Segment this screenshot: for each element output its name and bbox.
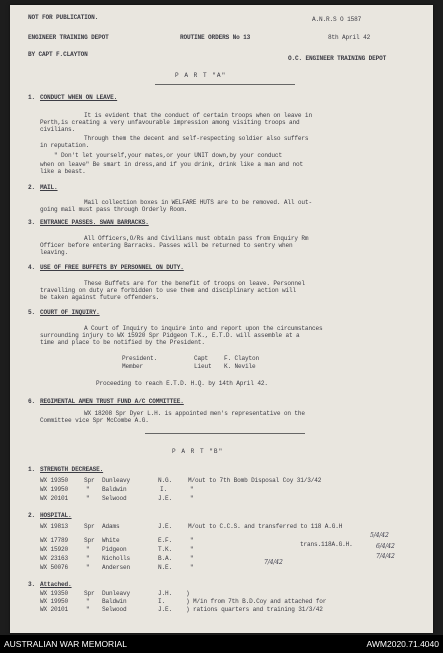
court-member-name: K. Nevile — [224, 363, 256, 370]
item-6-line: WX 18208 Spr Dyer L.H. is appointed men's representative on the — [84, 410, 305, 417]
item-2-heading: MAIL. — [40, 184, 58, 191]
entry-text: M/out to 7th Bomb Disposal Coy 31/3/42 — [188, 477, 322, 484]
item-3-number: 3. — [28, 219, 36, 226]
service-number: WX 17789 — [40, 537, 69, 544]
part-b-rule — [145, 433, 305, 434]
rank: Spr — [84, 537, 95, 544]
header-oc: O.C. ENGINEER TRAINING DEPOT — [288, 55, 387, 62]
item-5-number: 5. — [28, 309, 36, 316]
rank: " — [86, 546, 90, 553]
item-3-heading: ENTRANCE PASSES. SWAN BARRACKS. — [40, 219, 149, 226]
surname: Baldwin — [102, 598, 127, 605]
part-a-title: P A R T "A" — [175, 72, 227, 79]
service-number: WX 19813 — [40, 523, 69, 530]
item-4-number: 4. — [28, 264, 36, 271]
item-6-heading: REGIMENTAL AMEN TRUST FUND A/C COMMITTEE. — [40, 398, 184, 405]
header-routine-orders: ROUTINE ORDERS No 13 — [180, 34, 251, 41]
item-4-line: travelling on duty are forbidden to use them and disciplinary action will — [40, 287, 297, 294]
item-1-line: It is evident that the conduct of certain troops when on leave in — [84, 112, 312, 119]
rank: " — [86, 564, 90, 571]
rank: Spr — [84, 523, 95, 530]
service-number: WX 15920 — [40, 546, 69, 553]
header-depot: ENGINEER TRAINING DEPOT — [28, 34, 109, 41]
surname: Dunleavy — [102, 477, 131, 484]
b2-heading: HOSPITAL. — [40, 512, 72, 519]
initials: N.E. — [158, 564, 173, 571]
item-4-line: These Buffets are for the benefit of troops on leave. Personnel — [84, 280, 305, 287]
handwritten-date: 6/4/42 — [376, 543, 395, 550]
entry-text: M/out to C.C.S. and transferred to 118 A.G.H — [188, 523, 343, 530]
initials: J.E. — [158, 495, 173, 502]
rank: " — [86, 555, 90, 562]
item-3-line: Officer before entering Barracks. Passes will be returned to sentry when — [40, 242, 293, 249]
footer-institution: AUSTRALIAN WAR MEMORIAL — [4, 639, 127, 649]
item-6-number: 6. — [28, 398, 36, 405]
initials: J.E. — [158, 523, 173, 530]
service-number: WX 19350 — [40, 477, 69, 484]
item-1-line: " Don't let yourself,your mates,or your UNIT down,by your conduct — [54, 152, 282, 159]
court-president-role: President. — [122, 355, 158, 362]
item-1-heading: CONDUCT WHEN ON LEAVE. — [40, 94, 118, 101]
item-6-line: Committee vice Spr McCombe A.G. — [40, 417, 149, 424]
item-3-line: leaving. — [40, 249, 69, 256]
item-1-number: 1. — [28, 94, 36, 101]
initials: T.K. — [158, 546, 173, 553]
item-1-line: when on leave" Be smart in dress,and if you drink, drink like a man and not — [40, 161, 304, 168]
rank: " — [86, 495, 90, 502]
b2-number: 2. — [28, 512, 36, 519]
surname: Baldwin — [102, 486, 127, 493]
entry-text: ) rations quarters and training 31/3/42 — [186, 606, 323, 613]
hospital-note: trans.118A.G.H. — [300, 541, 353, 548]
initials: I. — [158, 598, 166, 605]
item-5-line: time and place to be notified by the President. — [40, 339, 205, 346]
court-president-name: F. Clayton — [224, 355, 260, 362]
service-number: WX 23163 — [40, 555, 69, 562]
surname: Nicholls — [102, 555, 131, 562]
item-5-closing: Proceeding to reach E.T.D. H.Q. by 14th April 42. — [96, 380, 268, 387]
initials: I. — [160, 486, 168, 493]
header-reference: A.N.R.S O 1587 — [312, 16, 362, 23]
service-number: WX 20101 — [40, 495, 69, 502]
item-1-line: Perth,is creating a very unfavourable impression among visiting troops and — [40, 119, 300, 126]
part-a-rule — [155, 84, 295, 85]
item-4-heading: USE OF FREE BUFFETS BY PERSONNEL ON DUTY. — [40, 264, 184, 271]
item-1-line: Through them the decent and self-respecting soldier also suffers — [84, 135, 309, 142]
service-number: WX 19350 — [40, 590, 69, 597]
handwritten-date: 7/4/42 — [376, 553, 395, 560]
item-2-number: 2. — [28, 184, 36, 191]
entry-text: " — [190, 555, 194, 562]
item-5-line: surrounding injury to WX 15920 Spr Pidgeon T.K., E.T.D. will assemble at a — [40, 332, 300, 339]
rank: Spr — [84, 477, 95, 484]
initials: E.F. — [158, 537, 173, 544]
initials: J.E. — [158, 606, 173, 613]
initials: J.H. — [158, 590, 173, 597]
surname: Selwood — [102, 495, 127, 502]
initials: B.A. — [158, 555, 173, 562]
item-3-line: All Officers,O/Rs and Civilians must obtain pass from Enquiry Rm — [84, 235, 309, 242]
initials: N.G. — [158, 477, 173, 484]
rank: " — [86, 606, 90, 613]
surname: Adams — [102, 523, 120, 530]
item-2-line: going mail must pass through Orderly Room. — [40, 206, 188, 213]
document-page — [10, 5, 433, 633]
b3-number: 3. — [28, 581, 36, 588]
footer-bar — [0, 635, 443, 653]
entry-text: " — [190, 537, 194, 544]
header-not-for-publication: NOT FOR PUBLICATION. — [28, 14, 99, 21]
surname: White — [102, 537, 120, 544]
entry-text: ) — [186, 590, 190, 597]
service-number: WX 19950 — [40, 598, 69, 605]
surname: Selwood — [102, 606, 127, 613]
part-b-title: P A R T "B" — [172, 448, 224, 455]
footer-accession-number: AWM2020.71.4040 — [366, 639, 439, 649]
item-5-line: A Court of Inquiry to inquire into and report upon the circumstances — [84, 325, 323, 332]
entry-text: " — [190, 495, 194, 502]
header-by-capt: BY CAPT F.CLAYTON — [28, 51, 88, 58]
item-1-line: like a beast. — [40, 168, 86, 175]
rank: Spr — [84, 590, 95, 597]
header-date: 8th April 42 — [328, 34, 371, 41]
service-number: WX 50076 — [40, 564, 69, 571]
service-number: WX 20101 — [40, 606, 69, 613]
entry-text: " — [190, 546, 194, 553]
surname: Dunleavy — [102, 590, 131, 597]
entry-text: " — [190, 564, 194, 571]
surname: Andersen — [102, 564, 131, 571]
rank: " — [86, 598, 90, 605]
court-president-rank: Capt — [194, 355, 209, 362]
service-number: WX 19950 — [40, 486, 69, 493]
b1-heading: STRENGTH DECREASE. — [40, 466, 104, 473]
court-member-rank: Lieut — [194, 363, 212, 370]
item-2-line: Mail collection boxes in WELFARE HUTS are to be removed. All out- — [84, 199, 312, 206]
rank: " — [86, 486, 90, 493]
entry-text: ) M/in from 7th B.D.Coy and attached for — [186, 598, 327, 605]
handwritten-date: 5/4/42 — [370, 532, 389, 539]
court-member-role: Member — [122, 363, 144, 370]
surname: Pidgeon — [102, 546, 127, 553]
handwritten-date: 7/4/42 — [264, 559, 283, 566]
item-1-line: in reputation. — [40, 142, 90, 149]
b3-heading: Attached. — [40, 581, 72, 588]
b1-number: 1. — [28, 466, 36, 473]
entry-text: " — [190, 486, 194, 493]
item-5-heading: COURT OF INQUIRY. — [40, 309, 100, 316]
item-1-line: civilians. — [40, 126, 76, 133]
item-4-line: be taken against future offenders. — [40, 294, 160, 301]
